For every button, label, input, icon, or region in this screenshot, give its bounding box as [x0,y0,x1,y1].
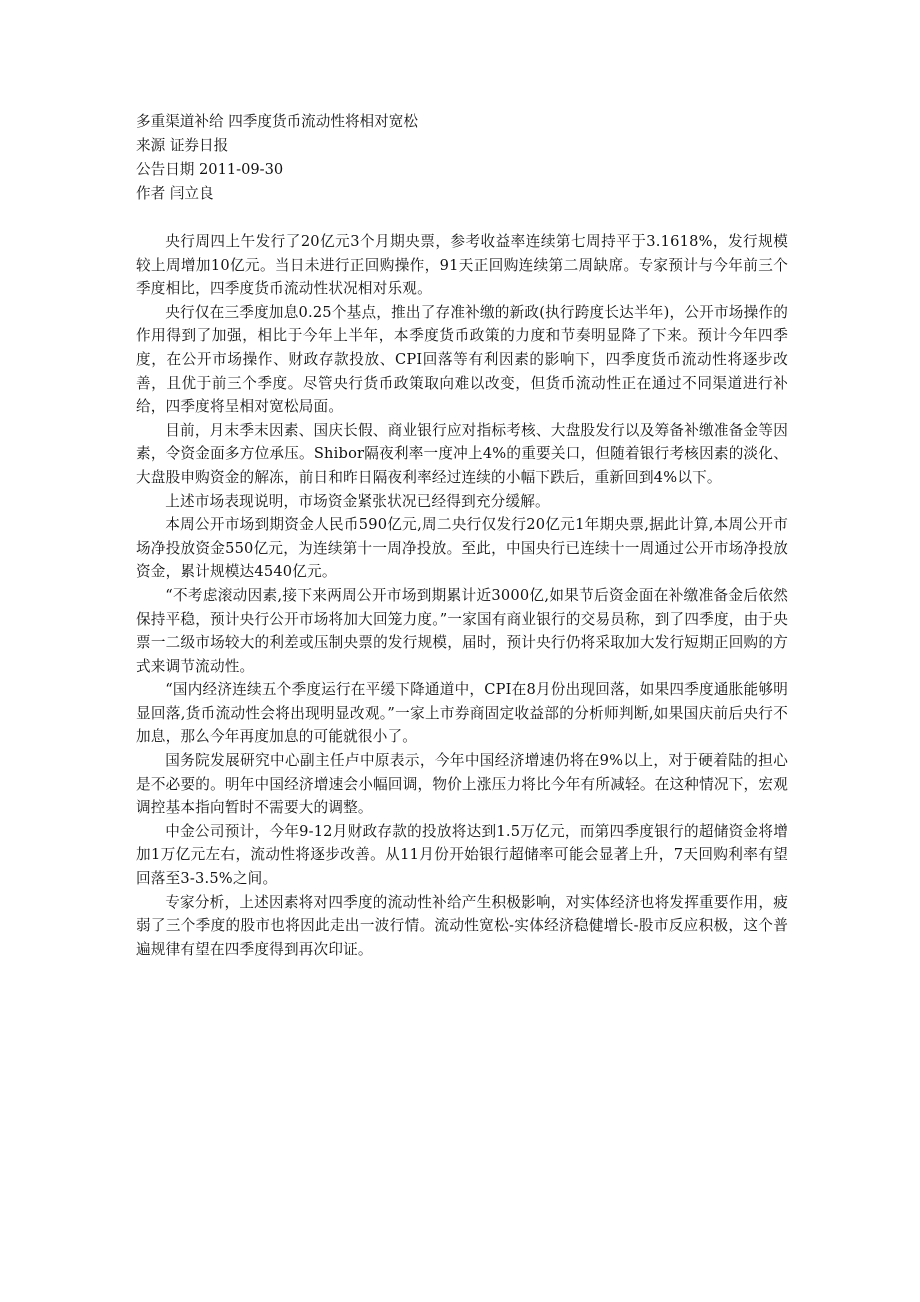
article-paragraph: 专家分析，上述因素将对四季度的流动性补给产生积极影响，对实体经济也将发挥重要作用，疲弱了三个季度的股市也将因此走出一波行情。流动性宽松-实体经济稳健增长-股市反应积极，这个普遍规律有望在四季度得到再次印证。 [136,893,788,958]
article-paragraph: 目前，月末季末因素、国庆长假、商业银行应对指标考核、大盘股发行以及筹备补缴准备金等因素，令资金面多方位承压。Shibor隔夜利率一度冲上4%的重要关口，但随着银行考核因素的淡化、大盘股申购资金的解冻，前日和昨日隔夜利率经过连续的小幅下跌后，重新回到4%以下。 [136,421,788,486]
article-paragraph: 央行仅在三季度加息0.25个基点，推出了存准补缴的新政(执行跨度长达半年)，公开市场操作的作用得到了加强，相比于今年上半年，本季度货币政策的力度和节奏明显降了下来。预计今年四季度，在公开市场操作、财政存款投放、CPI回落等有利因素的影响下，四季度货币流动性将逐步改善，且优于前三个季度。尽管央行货币政策取向难以改变，但货币流动性正在通过不同渠道进行补给，四季度将呈相对宽松局面。 [136,303,788,416]
article-paragraph: 上述市场表现说明，市场资金紧张状况已经得到充分缓解。 [165,492,550,510]
article-date: 公告日期 2011-09-30 [136,161,284,178]
article-paragraph: “国内经济连续五个季度运行在平缓下降通道中，CPI在8月份出现回落，如果四季度通胀能够明显回落,货币流动性会将出现明显改观。”一家上市券商固定收益部的分析师判断,如果国庆前后央行不加息，那么今年再度加息的可能就很小了。 [136,681,788,746]
article-body [136,230,788,961]
article-author: 作者 闫立良 [136,185,214,202]
document-page [136,110,788,961]
article-paragraph: “不考虑滚动因素,接下来两周公开市场到期累计近3000亿,如果节后资金面在补缴准备金后依然保持平稳，预计央行公开市场将加大回笼力度。”一家国有商业银行的交易员称，到了四季度，由于央票一二级市场较大的利差或压制央票的发行规模，届时，预计央行仍将采取加大发行短期正回购的方式来调节流动性。 [136,586,788,675]
article-source: 来源 证券日报 [136,137,229,154]
article-paragraph: 国务院发展研究中心副主任卢中原表示，今年中国经济增速仍将在9%以上，对于硬着陆的担心是不必要的。明年中国经济增速会小幅回调，物价上涨压力将比今年有所减轻。在这种情况下，宏观调控基本指向暂时不需要大的调整。 [136,752,788,817]
article-meta [136,110,788,206]
article-paragraph: 央行周四上午发行了20亿元3个月期央票，参考收益率连续第七周持平于3.1618%，发行规模较上周增加10亿元。当日未进行正回购操作，91天正回购连续第二周缺席。专家预计与今年前三个季度相比，四季度货币流动性状况相对乐观。 [136,233,788,298]
article-paragraph: 本周公开市场到期资金人民币590亿元,周二央行仅发行20亿元1年期央票,据此计算,本周公开市场净投放资金550亿元，为连续第十一周净投放。至此，中国央行已连续十一周通过公开市场净投放资金，累计规模达4540亿元。 [136,516,788,581]
article-paragraph: 中金公司预计，今年9-12月财政存款的投放将达到1.5万亿元，而第四季度银行的超储资金将增加1万亿元左右，流动性将逐步改善。从11月份开始银行超储率可能会显著上升，7天回购利率有望回落至3-3.5%之间。 [136,822,788,888]
article-title: 多重渠道补给 四季度货币流动性将相对宽松 [136,113,418,130]
